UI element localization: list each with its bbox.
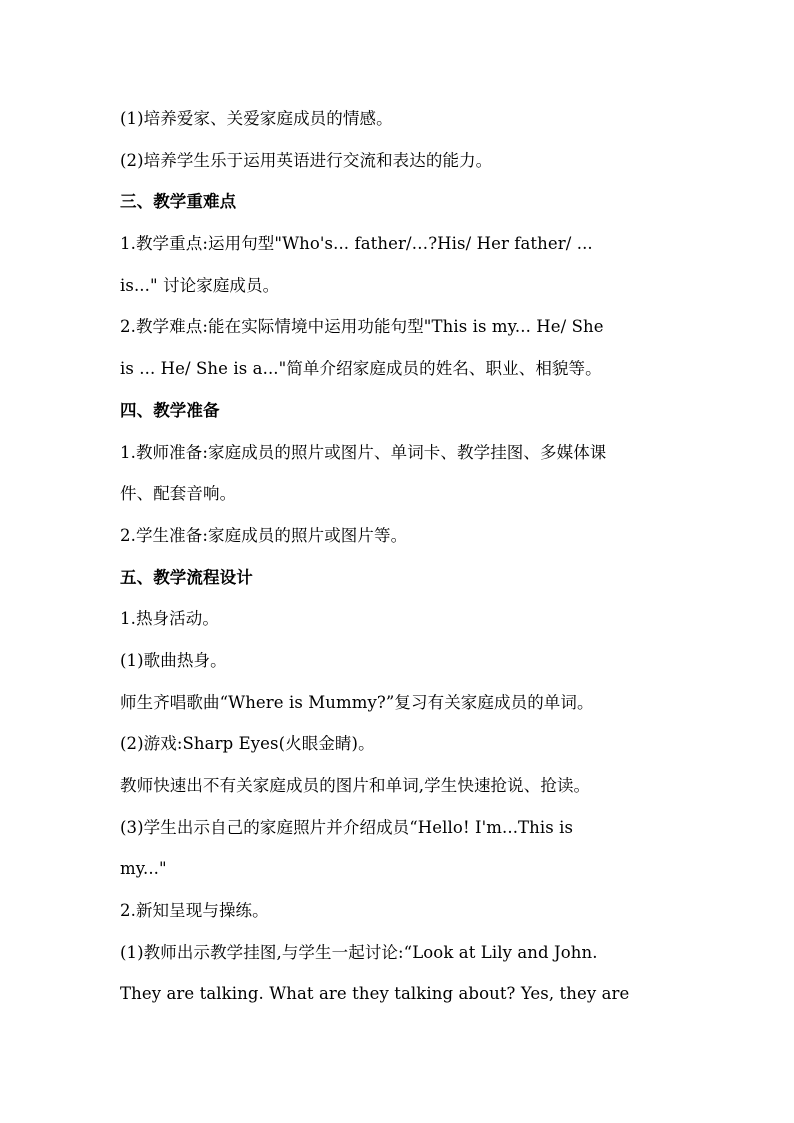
difficulty-line-2: is ... He/ She is a..."简单介绍家庭成员的姓名、职业、相貌等。 xyxy=(120,359,602,379)
procedure-photo-line-2: my..." xyxy=(120,859,167,879)
key-point-line-1: 1.教学重点:运用句型"Who's... father/…?His/ Her father/ ... xyxy=(120,234,593,254)
goal-line-2: (2)培养学生乐于运用英语进行交流和表达的能力。 xyxy=(120,150,493,170)
goal-line-1: (1)培养爱家、关爱家庭成员的情感。 xyxy=(120,109,393,128)
section-heading-preparation: 四、教学准备 xyxy=(120,400,220,420)
procedure-song: (1)歌曲热身。 xyxy=(120,650,227,670)
procedure-discussion-line-1: (1)教师出示教学挂图,与学生一起讨论:“Look at Lily and John. xyxy=(120,942,598,962)
procedure-game-desc: 教师快速出不有关家庭成员的图片和单词,学生快速抢说、抢读。 xyxy=(120,776,591,795)
student-prep-line: 2.学生准备:家庭成员的照片或图片等。 xyxy=(120,525,408,545)
procedure-warmup: 1.热身活动。 xyxy=(120,609,219,629)
procedure-discussion-line-2: They are talking. What are they talking about? Yes, they are xyxy=(120,984,630,1004)
teacher-prep-line-1: 1.教师准备:家庭成员的照片或图片、单词卡、教学挂图、多媒体课 xyxy=(120,442,607,462)
teacher-prep-line-2: 件、配套音响。 xyxy=(120,484,237,504)
procedure-song-desc: 师生齐唱歌曲“Where is Mummy?”复习有关家庭成员的单词。 xyxy=(120,692,594,712)
section-heading-key-points: 三、教学重难点 xyxy=(120,192,237,212)
document-page xyxy=(120,98,680,1015)
procedure-new-knowledge: 2.新知呈现与操练。 xyxy=(120,901,269,921)
section-heading-procedure: 五、教学流程设计 xyxy=(120,567,253,587)
difficulty-line-1: 2.教学难点:能在实际情境中运用功能句型"This is my... He/ She xyxy=(120,317,604,337)
key-point-line-2: is..." 讨论家庭成员。 xyxy=(120,275,280,295)
procedure-game: (2)游戏:Sharp Eyes(火眼金睛)。 xyxy=(120,734,375,754)
procedure-photo-line-1: (3)学生出示自己的家庭照片并介绍成员“Hello! I'm...This is xyxy=(120,817,574,837)
